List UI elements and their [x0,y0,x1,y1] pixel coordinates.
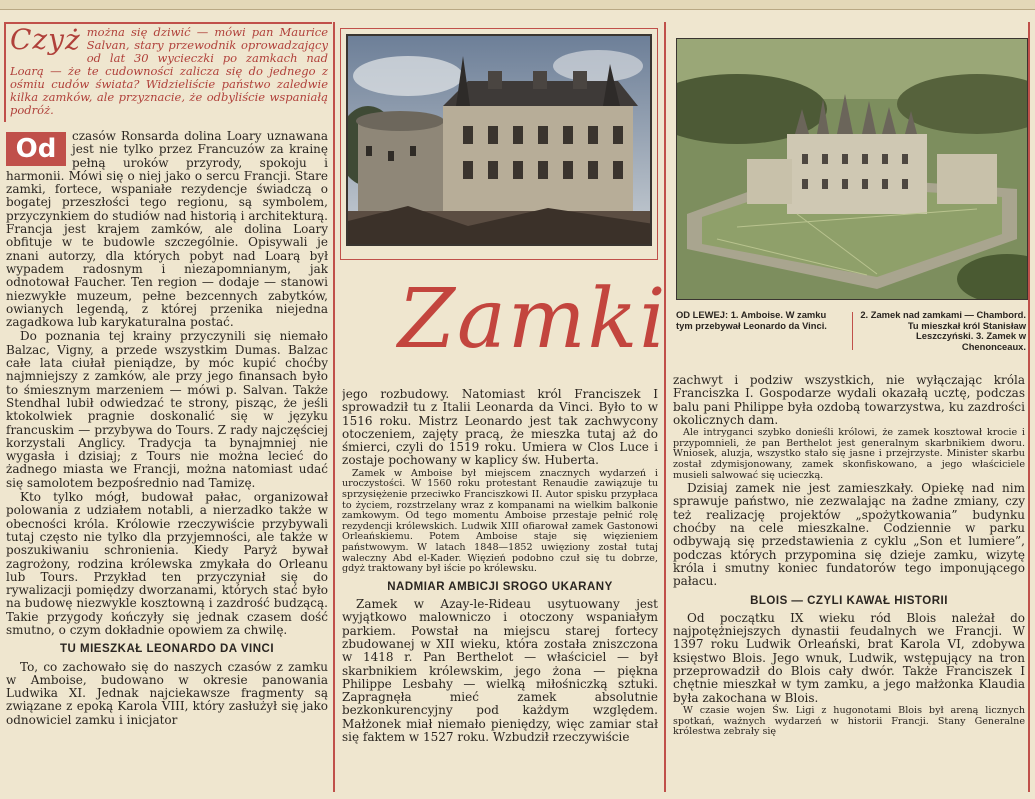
column-1 [6,130,328,792]
article-title: Zamki [398,272,668,367]
amboise-castle-image [348,36,652,246]
column-rule-2 [664,22,666,792]
lead-rule-left [4,22,6,122]
col1-paragraph-4: To, co zachowało się do naszych czasów z zamku w Amboise, budowano w okresie panowania Ludwika XI. Jednak najciekawsze fragmenty są związane z epoką Karola VIII, który zasłużył się jako odnowiciel zamku i inicjator [6,659,328,727]
chambord-castle-image [677,39,1028,300]
col1-paragraph-3: Kto tylko mógł, budował pałac, organizował polowania z udziałem notabli, a nierzadko także w obecności króla. Królowie rzeczywiście przybywali tutaj często nie tylko dla przyjemności, ale także w poszukiwaniu schronienia. Kiedy Paryż bywał zagrożony, rodzina królewska zmykała do Orleanu lub Tours. Przykład ten przyczyniał się do rywalizacji pomiędzy dworzanami, których stać było na budowę niezwykle kosztowną i zazdrość budzącą. Takie przygody kończyły się jednak czasem dość smutno, o czym dokładnie opowiem za chwilę. [6,490,328,637]
photo-chambord [676,38,1028,300]
dropcap: Od [6,132,66,166]
column-2 [342,388,658,792]
col2-small-text [342,469,658,575]
photo1-rule-bottom [340,259,658,260]
column-rule-1 [333,22,335,792]
caption-left: OD LEWEJ: 1. Amboise. W zamku tym przebywał Leonardo da Vinci. [676,309,827,331]
col2-small-paragraph: Zamek w Amboise był miejscem znacznych wydarzeń i uroczystości. W 1560 roku protestant Renaudie zawiązuje tu sprzysiężenie przeciwko Franciszkowi II. Autor spisku przypłaca to życiem, rozstrzelany wraz z kompanami na wielkim balkonie zamkowym. Od tego momentu Amboise przestaje pełnić rolę rezydencji królewskich. Ludwik XIII ofiarował zamek Gastonowi Orleańskiemu. Potem Amboise staje się więzieniem państwowym. W latach 1848—1852 uwięziony został tutaj waleczny Abd el-Kader. Więzień podobno czuł się tu dobrze, gdyż traktowany był iście po królewsku. [342,467,658,575]
col3-paragraph-1: zachwyt i podziw wszystkich, nie wyłączając króla Franciszka I. Gospodarze wydali okazałą ucztę, podczas balu pani Philippe była ozdobą towarzystwa, ku zazdrości okolicznych dam. [673,374,1025,427]
caption-right: 2. Zamek nad zamkami — Chambord. Tu mieszkał król Stanisław Leszczyński. 3. Zamek w Chenonceaux. [860,309,1026,352]
col3-small-text-2 [673,706,1025,738]
photo-amboise [346,34,652,246]
col3-small-text-1 [673,428,1025,481]
col2-paragraph-1: jego rozbudowy. Natomiast król Franciszek I sprowadził tu z Italii Leonarda da Vinci. Było to w 1516 roku. Mistrz Leonardo jest tak zachwycony otoczeniem, zajęty pracą, że mieszka tutaj aż do śmierci, czyli do 1519 roku. Umiera w Clos Luce i zostaje pochowany w kaplicy św. Huberta. [342,388,658,468]
lead-paragraph [10,26,328,122]
col3-small-paragraph-1: Ale intryganci szybko donieśli królowi, że zamek kosztował krocie i przypomnieli, że pan Berthelot jest generalnym skarbnikiem dworu. Wniosek, aluzja, wszystko stało się jasne i przejrzyste. Minister skarbu został zdymisjonowany, zamek skonfiskowano, a jego właściciele musieli salwować się ucieczką. [673,427,1025,481]
top-rule [4,22,332,24]
col2-heading: NADMIAR AMBICJI SROGO UKARANY [387,580,613,593]
lead-text: można się dziwić — mówi pan Maurice Salvan, stary przewodnik oprowadzający od lat 30 wycieczki po zamkach nad Loarą — że te cudowności zalicza się do jednego z ośmiu cudów świata? Widzieliście państwo zaledwie kilka zamków, ale przyznacie, że odbyliście wspaniałą podróż. [10,26,328,117]
photo1-rule-left [340,28,341,260]
photo1-rule-top [340,28,658,29]
col3-paragraph-2: Dzisiaj zamek nie jest zamieszkały. Opiekę nad nim sprawuje państwo, nie zezwalając na żadne zmiany, czy też realizację projektów „spożytkowania” budynku choćby na cele mieszkalne. Codziennie w parku odbywają się przedstawienia z cyklu „Son et lumiere”, podczas których przypomina się dzieje zamku, wizytę króla i smutny koniec fundatorów tego imponującego pałacu. [673,481,1025,589]
col3-heading: BLOIS — CZYLI KAWAŁ HISTORII [750,594,948,607]
col3-small-paragraph-2: W czasie wojen Św. Ligi z hugonotami Blois był areną licznych spotkań, ważnych wydarzeń w historii Francji. Stany Generalne królestwa zebrały się [673,704,1025,738]
photo1-rule-right [657,28,658,260]
col2-paragraph-2: Zamek w Azay-le-Rideau usytuowany jest wyjątkowo malowniczo i otoczony wspaniałym parkiem. Powstał na miejscu starej fortecy zbudowanej w XII wieku, która została zniszczona w 1418 r. Pan Berthelot — właściciel — był skarbnikiem królewskim, jego żona — piękna Philippe Lesbahy — wielką miłośniczką sztuki. Zapragnęła mieć zamek absolutnie bezkonkurencyjny pod każdym względem. Małżonek miał niemało pieniędzy, więc zamiar stał się faktem w 1527 roku. Wzbudził rzeczywiście [342,597,658,744]
caption-divider [852,312,853,350]
column-3 [673,374,1025,792]
col1-paragraph-1: czasów Ronsarda dolina Loary uznawana jest nie tylko przez Francuzów za krainę pełną uroków przyrody, spokoju i harmonii. Mówi się o niej jako o sercu Francji. Stare zamki, fortece, wspaniałe rezydencje świadczą o bogatej przeszłości tego regionu, są symbolem, przyczynkiem do studiów nad historią i architekturą. Francja jest krajem zamków, ale dolina Loary obfituje w te budowle szczególnie. Opisywali je znani autorzy, dla których pobyt nad Loarą był wypadem radosnym i niezapomnianym, jak odnotował Faucher. Ten region — dodaje — stanowi niezwykłe muzeum, pełne bezcennych zabytków, owianych legendą, z której przenika niejedna zagadkowa lub karykaturalna postać. [6,130,328,330]
lead-big-word: Czyż [10,26,81,56]
col1-heading: TU MIESZKAŁ LEONARDO DA VINCI [59,643,275,656]
right-edge-rule [1028,22,1030,792]
top-strip [0,0,1035,10]
col1-paragraph-2: Do poznania tej krainy przyczynili się niemało Balzac, Vigny, a przede wszystkim Dumas. Balzac całe lata ciułał pieniądze, by móc kupić choćby najmniejszy z zamków, ale przy jego finansach było to śmiesznym marzeniem — mówi p. Salvan. Także Stendhal lubił odwiedzać te strony, pisząc, że jeśli ktokolwiek pragnie doskonalić się w języku francuskim — przybywa do Tours. Z rady najczęściej korzystali Anglicy. Tradycja ta bynajmniej nie wygasła i dzisiaj; z Tours nie można lecieć do żadnego miasta we Francji, można natomiast udać się samolotem bezpośrednio nad Tamizę. [6,329,328,490]
col3-paragraph-3: Od początku IX wieku ród Blois należał do najpotężniejszych dynastii feudalnych we Francji. W 1397 roku Ludwik Orleański, brat Karola VI, zdobywa księstwo Blois. Jego wnuk, Ludwik, wstępujący na tron przeprowadził do Blois cały dwór. Także Franciszek I chętnie mieszkał w tym zamku, a jego małżonka Klaudia była zakochana w Blois. [673,610,1025,705]
